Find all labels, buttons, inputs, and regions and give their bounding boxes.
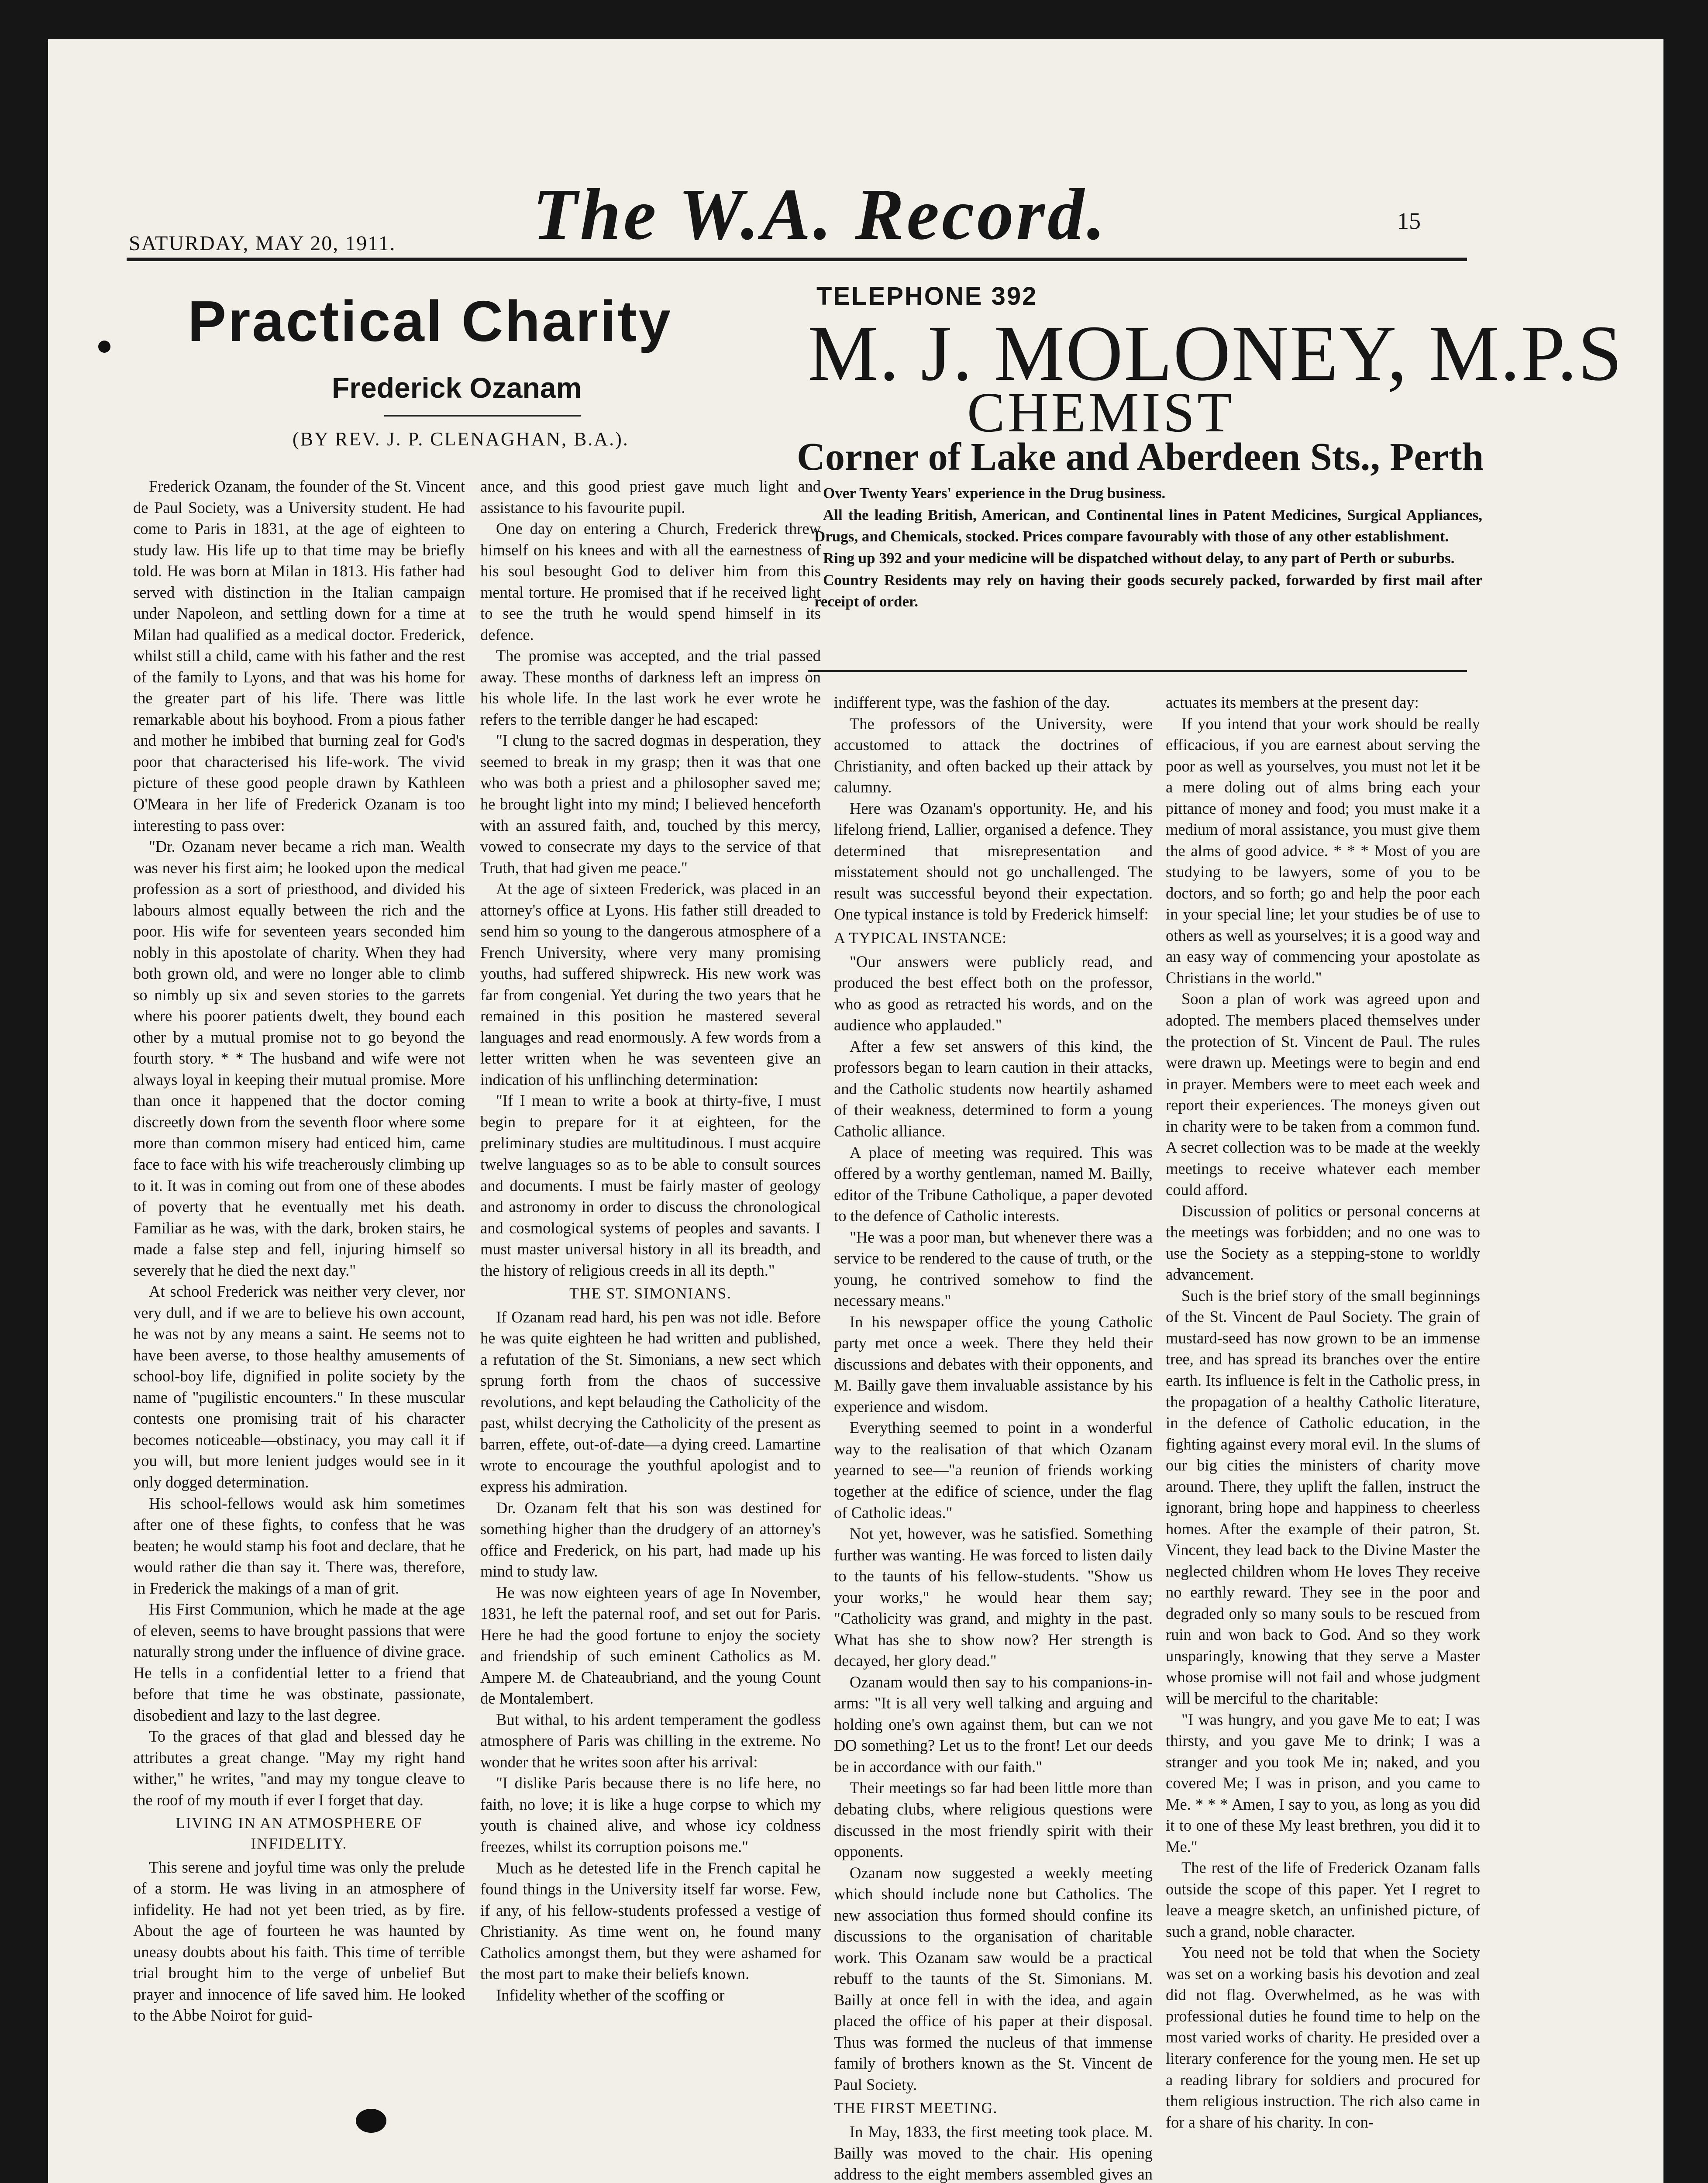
advert-name: M. J. MOLONEY, M.P.S xyxy=(808,310,1623,397)
paragraph: If you intend that your work should be really efficacious, if you are earnest about serving the poor as well as yourselves, you must not let it be a mere doling out of alms bring each your pittance of money and food; you must make it a medium of moral assistance, you must give them the alms of good advice. * * * Most of you are studying to be lawyers, some of you to be doctors, and so forth; go and help the poor each in your special line; let your studies be of use to others as well as yourselves; it is a good way and an easy way of commencing your apostolate as Christians in the world." xyxy=(1166,714,1480,987)
paragraph: "I dislike Paris because there is no life here, no faith, no love; it is like a huge corpse to which my youth is chained alive, and whose icy coldness freezes, whilst its corruption poisons me." xyxy=(480,1774,821,1856)
paragraph: But withal, to his ardent temperament the godless atmosphere of Paris was chilling in the extreme. No wonder that he writes soon after his arrival: xyxy=(480,1710,821,1771)
paragraph: "I was hungry, and you gave Me to eat; I was thirsty, and you gave Me to drink; I was a stranger and you took Me in; naked, and you covered Me; I was in prison, and you came to Me. * * * Amen, I say to you, as long as you did it to one of these My least brethren, you did it to Me." xyxy=(1166,1710,1480,1856)
ink-blot xyxy=(356,2109,386,2133)
paragraph: "Dr. Ozanam never became a rich man. Wealth was never his first aim; he looked upon the medical profession as a sort of priesthood, and divided his labours almost equally between the rich and the poor. His wife for seventeen years seconded him nobly in this apostolate of charity. When they had both grown old, and were no longer able to climb so nimbly up six and seven stories to the garrets where his poorer patients dwelt, they bound each other by a mutual promise not to go beyond the fourth story. * * The husband and wife were not always loyal in keeping their mutual promise. More than once it happened that the doctor coming discreetly down from the seventh floor where some more than common misery had enticed him, came face to face with his wife treacherously climbing up to it. It was in coming out from one of these abodes of poverty that he eventually met his death. Familiar as he was, with the dark, broken stairs, he made a false step and fell, injuring himself so severely that he died the next day." xyxy=(133,837,465,1279)
paragraph: "He was a poor man, but whenever there was a service to be rendered to the cause of truth, or the young, he contrived somehow to find the necessary means." xyxy=(834,1228,1153,1310)
advert-divider xyxy=(808,670,1467,672)
advert-line: Over Twenty Years' experience in the Drug business. xyxy=(823,485,1166,502)
column-4 xyxy=(1166,692,1480,2183)
paragraph: "I clung to the sacred dogmas in desperation, they seemed to break in my grasp; then it was that one who was both a priest and a philosopher saved me; he brought light into my mind; I believed henceforth with an assured faith, and, touched by this mercy, vowed to consecrate my days to the service of that Truth, that had given me peace." xyxy=(480,731,821,877)
section-heading: THE FIRST MEETING. xyxy=(834,2099,998,2117)
paragraph: "Our answers were publicly read, and produced the best effect both on the professor, who as good as retracted his words, and on the audience who applauded." xyxy=(834,952,1153,1034)
column-3 xyxy=(834,692,1153,2183)
advert-trade: CHEMIST xyxy=(967,381,1235,444)
paragraph: In his newspaper office the young Catholic party met once a week. There they held their discussions and debates with their opponents, and M. Bailly gave them invaluable assistance by his experience and wisdom. xyxy=(834,1312,1153,1415)
newspaper-page xyxy=(48,39,1663,2183)
paragraph: The promise was accepted, and the trial passed away. These months of darkness left an impress on his whole life. In the last work he ever wrote he refers to the terrible danger he had escaped: xyxy=(480,647,821,728)
advert-line: All the leading British, American, and Continental lines in Patent Medicines, Surgical Appliances, Drugs, and Chemicals, stocked. Prices compare favourably with those of any other establishment. xyxy=(814,506,1482,545)
page-number: 15 xyxy=(1397,208,1421,234)
paragraph: His First Communion, which he made at the age of eleven, seems to have brought passions that were naturally strong under the influence of divine grace. He tells in a confidential letter to a friend that before that time he was obstinate, passionate, disobedient and lazy to the last degree. xyxy=(133,1600,465,1724)
paragraph: Much as he detested life in the French capital he found things in the University itself far worse. Few, if any, of his fellow-students professed a vestige of Christianity. As time went on, he found many Catholics amongst them, but they were ashamed for the most part to make their beliefs known. xyxy=(480,1859,821,1983)
paragraph: To the graces of that glad and blessed day he attributes a great change. "May my right hand wither," he writes, "and may my tongue cleave to the roof of my mouth if ever I forget that day. xyxy=(133,1727,465,1809)
paragraph: He was now eighteen years of age In November, 1831, he left the paternal roof, and set out for Paris. Here he had the good fortune to enjoy the society and friendship of such eminent Catholics as M. Ampere M. de Chateaubriand, and the young Count de Montalembert. xyxy=(480,1583,821,1708)
paragraph: Not yet, however, was he satisfied. Something further was wanting. He was forced to listen daily to the taunts of his fellow-students. "Show us your works," he would hear them say; "Catholicity was grand, and mighty in the past. What has she to show now? Her strength is decayed, her glory dead." xyxy=(834,1525,1153,1670)
article-subtitle: Frederick Ozanam xyxy=(332,372,582,404)
advert-telephone: TELEPHONE 392 xyxy=(816,282,1038,310)
paragraph: His school-fellows would ask him sometimes after one of these fights, to confess that he was beaten; he would stamp his foot and declare, that he would rather die than say it. There was, therefore, in Frederick the makings of a man of grit. xyxy=(133,1494,465,1597)
paragraph: Here was Ozanam's opportunity. He, and his lifelong friend, Lallier, organised a defence. They determined that misrepresentation and misstatement should not go unchallenged. The result was successful beyond their expectation. One typical instance is told by Frederick himself: xyxy=(834,799,1153,923)
paragraph: In May, 1833, the first meeting took place. M. Bailly was moved to the chair. His opening address to the eight members assembled gives an xyxy=(834,2123,1153,2183)
paragraph: actuates its members at the present day: xyxy=(1166,693,1419,711)
paragraph: ance, and this good priest gave much light and assistance to his favourite pupil. xyxy=(480,477,821,516)
paragraph: Infidelity whether of the scoffing or xyxy=(496,1986,725,2004)
paragraph: You need not be told that when the Society was set on a working basis his devotion and zeal did not flag. Overwhelmed, as he was with professional duties he found time to help on the most varied works of charity. He presided over a literary conference for the young men. He set up a reading library for soldiers and procured for them religious instruction. The rich also came in for a share of his charity. In con- xyxy=(1166,1943,1480,2131)
paragraph: A place of meeting was required. This was offered by a worthy gentleman, named M. Bailly, editor of the Tribune Catholique, a paper devoted to the defence of Catholic interests. xyxy=(834,1143,1153,1225)
paragraph: Dr. Ozanam felt that his son was destined for something higher than the drudgery of an attorney's office and Frederick, on his part, had made up his mind to study law. xyxy=(480,1498,821,1580)
section-heading: THE ST. SIMONIANS. xyxy=(569,1285,732,1302)
subtitle-divider xyxy=(384,415,581,417)
paragraph: Frederick Ozanam, the founder of the St. Vincent de Paul Society, was a University student. He had come to Paris in 1831, at the age of eighteen to study law. His life up to that time may be briefly told. He was born at Milan in 1813. His father had served with distinction in the Italian campaign under Napoleon, and settling down for a time at Milan had qualified as a medical doctor. Frederick, whilst still a child, came with his father and the rest of the family to Lyons, and that was his home for the greater part of his life. There was little remarkable about his boyhood. From a pious father and mother he imbibed that burning zeal for God's poor that characterised his life-work. The vivid picture of these good people drawn by Kathleen O'Meara in her life of Frederick Ozanam is too interesting to pass over: xyxy=(133,477,465,834)
section-heading: LIVING IN AN ATMOSPHERE OF INFIDELITY. xyxy=(176,1815,423,1852)
article-title: Practical Charity xyxy=(188,289,672,353)
article-byline: (BY REV. J. P. CLENAGHAN, B.A.). xyxy=(293,428,629,450)
paragraph: If Ozanam read hard, his pen was not idle. Before he was quite eighteen he had written and published, a refutation of the St. Simonians, a new sect which sprung forth from the chaos of successive revolutions, and kept belauding the Catholicity of the past, whilst decrying the Catholicity of the present as barren, effete, out-of-date—a dying creed. Lamartine wrote to encourage the youthful apologist and to express his admiration. xyxy=(480,1308,821,1495)
paragraph: At the age of sixteen Frederick, was placed in an attorney's office at Lyons. His father still dreaded to send him so young to the dangerous atmosphere of a French University, where very many promising youths, had suffered shipwreck. His new work was far from congenial. Yet during the two years that he remained in this position he mastered several languages and read enormously. A few words from a letter written when he was seventeen give an indication of his unflinching determination: xyxy=(480,880,821,1088)
advert-body xyxy=(814,482,1482,613)
masthead-divider xyxy=(127,258,1467,261)
masthead-date: SATURDAY, MAY 20, 1911. xyxy=(129,232,396,255)
paragraph: Discussion of politics or personal concerns at the meetings was forbidden; and no one was to use the Society as a stepping-stone to worldly advancement. xyxy=(1166,1202,1480,1284)
paragraph: Such is the brief story of the small beginnings of the St. Vincent de Paul Society. The grain of mustard-seed has now grown to be an immense tree, and has spread its branches over the entire earth. Its influence is felt in the Catholic press, in the propagation of a healthy Catholic literature, in the defence of Catholic education, in the fighting against every moral evil. In the slums of our big cities the ministers of charity move around. There, they uplift the fallen, instruct the ignorant, bring hope and happiness to cheerless homes. After the example of their patron, St. Vincent, they lead back to the Divine Master the neglected children whom He loves They receive no earthly reward. They see in the poor and degraded only so many souls to be rescued from ruin and won back to God. And so they work unsparingly, knowing that they serve a Master whose promise will not fail and whose judgment will be merciful to the charitable: xyxy=(1166,1286,1480,1707)
advert-line: Country Residents may rely on having their goods securely packed, forwarded by first mail after receipt of order. xyxy=(814,571,1482,610)
paragraph: Ozanam would then say to his companions-in-arms: "It is all very well talking and arguing and holding one's own against them, but can we not DO something? Let us to the front! Let our deeds be in accordance with our faith." xyxy=(834,1673,1153,1776)
column-2 xyxy=(480,476,821,2183)
advert-line: Ring up 392 and your medicine will be dispatched without delay, to any part of Perth or suburbs. xyxy=(823,550,1455,567)
column-1 xyxy=(133,476,465,2183)
advert-address: Corner of Lake and Aberdeen Sts., Perth xyxy=(797,435,1484,479)
paragraph: indifferent type, was the fashion of the day. xyxy=(834,693,1110,711)
paragraph: "If I mean to write a book at thirty-five, I must begin to prepare for it at eighteen, for the preliminary studies are multitudinous. I must acquire twelve languages so as to be able to consult sources and documents. I must be fairly master of geology and astronomy in order to discuss the chronological and cosmological systems of peoples and savants. I must master universal history in all its breadth, and the history of religious creeds in all its depth." xyxy=(480,1092,821,1279)
paragraph: The professors of the University, were accustomed to attack the doctrines of Christianity, and often backed up their attack by calumny. xyxy=(834,714,1153,796)
paragraph: Their meetings so far had been little more than debating clubs, where religious questions were discussed in the most friendly spirit with their opponents. xyxy=(834,1779,1153,1861)
ink-blot xyxy=(98,341,110,353)
paragraph: One day on entering a Church, Frederick threw himself on his knees and with all the earnestness of his soul besought God to deliver him from this mental torture. He promised that if he received light to see the truth he would spend himself in its defence. xyxy=(480,520,821,644)
paragraph: The rest of the life of Frederick Ozanam falls outside the scope of this paper. Yet I regret to leave a meagre sketch, an unfinished picture, of such a grand, noble character. xyxy=(1166,1859,1480,1940)
paragraph: After a few set answers of this kind, the professors began to learn caution in their attacks, and the Catholic students now heartily ashamed of their weakness, determined to form a young Catholic alliance. xyxy=(834,1037,1153,1140)
paragraph: At school Frederick was neither very clever, nor very dull, and if we are to believe his own account, he was not by any means a saint. He seems not to have been averse, to those healthy amusements of school-boy life, dignified in polite society by the name of "pugilistic encounters." In these muscular contests one promising trait of his character becomes noticeable—obstinacy, you may call it if you will, but more lenient judges would see in it only dogged determination. xyxy=(133,1282,465,1491)
paragraph: Everything seemed to point in a wonderful way to the realisation of that which Ozanam yearned to see—"a reunion of friends working together at the edifice of science, under the flag of Catholic ideas." xyxy=(834,1419,1153,1522)
section-heading: A TYPICAL INSTANCE: xyxy=(834,929,1007,947)
paragraph: Ozanam now suggested a weekly meeting which should include none but Catholics. The new association thus formed should confine its discussions to the organisation of charitable work. This Ozanam saw would be a practical rebuff to the taunts of the St. Simonians. M. Bailly at once fell in with the idea, and again placed the office of his paper at their disposal. Thus was formed the nucleus of that immense family of brothers known as the St. Vincent de Paul Society. xyxy=(834,1863,1153,2093)
paragraph: Soon a plan of work was agreed upon and adopted. The members placed themselves under the protection of St. Vincent de Paul. The rules were drawn up. Meetings were to begin and end in prayer. Members were to meet each week and report their experiences. The moneys given out in charity were to be taken from a common fund. A secret collection was to be made at the weekly meetings to receive whatever each member could afford. xyxy=(1166,990,1480,1199)
masthead-title: The W.A. Record. xyxy=(533,174,1108,255)
paragraph: This serene and joyful time was only the prelude of a storm. He was living in an atmosphere of infidelity. He had not yet been tried, as by fire. About the age of fourteen he was haunted by uneasy doubts about his faith. This time of terrible trial brought him to the verge of unbelief But prayer and innocence of life saved him. He looked to the Abbe Noirot for guid- xyxy=(133,1858,465,2025)
